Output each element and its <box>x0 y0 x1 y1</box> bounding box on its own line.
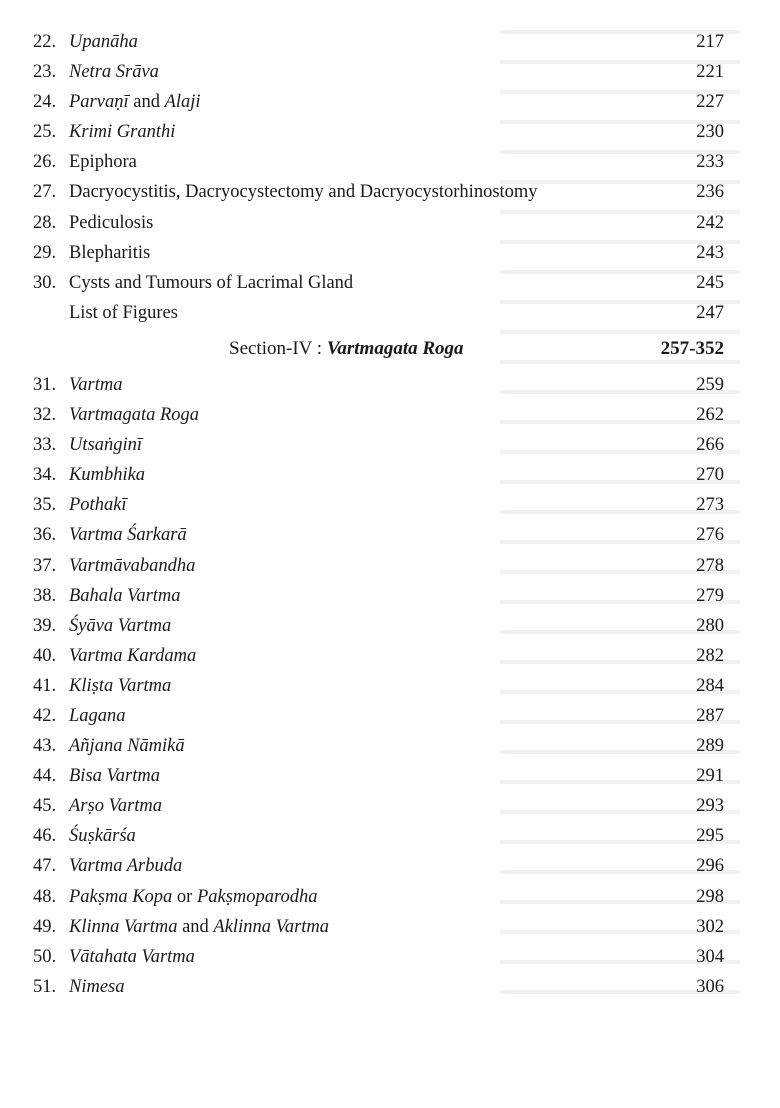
page-number: 287 <box>696 705 724 726</box>
chapter-number: 45. <box>33 796 57 817</box>
title-segment: Pothakī <box>69 495 127 516</box>
title-segment: Kliṣta Vartma <box>69 675 172 696</box>
toc-entry <box>0 611 780 641</box>
chapter-title <box>69 298 178 328</box>
chapter-number: 46. <box>33 826 57 847</box>
toc-entry <box>0 370 780 400</box>
toc-entry <box>0 298 780 328</box>
title-segment: Śyāva Vartma <box>69 615 172 636</box>
page-number: 242 <box>696 212 724 233</box>
toc-entry <box>0 490 780 520</box>
toc-entry <box>0 268 780 298</box>
toc-entry <box>0 821 780 851</box>
chapter-number: 26. <box>33 152 57 173</box>
page-number: 259 <box>696 374 724 395</box>
page-number: 280 <box>696 615 724 636</box>
chapter-number: 41. <box>33 675 57 696</box>
chapter-number: 43. <box>33 736 57 757</box>
section-name: Vartmagata Roga <box>326 337 464 359</box>
title-segment: or <box>172 886 197 907</box>
chapter-number: 33. <box>33 435 57 456</box>
page-number: 233 <box>696 152 724 173</box>
page-number: 236 <box>696 182 724 203</box>
toc-entry <box>0 851 780 881</box>
page-number: 282 <box>696 645 724 666</box>
page-number: 279 <box>696 585 724 606</box>
chapter-number: 34. <box>33 465 57 486</box>
toc-entry <box>0 942 780 972</box>
toc-entry <box>0 581 780 611</box>
chapter-title <box>69 490 127 520</box>
title-segment: Śuṣkārśa <box>69 826 136 847</box>
toc-entry <box>0 87 780 117</box>
toc-block-section-iii <box>0 27 780 328</box>
page-number: 230 <box>696 122 724 143</box>
chapter-title <box>69 177 538 207</box>
toc-entry <box>0 430 780 460</box>
title-segment: Cysts and Tumours of Lacrimal Gland <box>69 272 354 293</box>
page-number: 221 <box>696 62 724 83</box>
title-segment: Epiphora <box>69 152 137 173</box>
chapter-title <box>69 147 137 177</box>
chapter-number: 31. <box>33 374 57 395</box>
chapter-title <box>69 821 136 851</box>
page-number: 289 <box>696 736 724 757</box>
chapter-number: 23. <box>33 62 57 83</box>
page-number: 278 <box>696 555 724 576</box>
toc-entry <box>0 972 780 1002</box>
title-segment: Alaji <box>164 92 201 113</box>
title-segment: Bahala Vartma <box>69 585 181 606</box>
title-segment: Pediculosis <box>69 212 154 233</box>
toc-entry <box>0 208 780 238</box>
toc-entry <box>0 731 780 761</box>
chapter-title <box>69 882 318 912</box>
page-number: 276 <box>696 525 724 546</box>
chapter-number: 37. <box>33 555 57 576</box>
title-segment: Añjana Nāmikā <box>69 736 185 757</box>
page-number: 266 <box>696 435 724 456</box>
chapter-title <box>69 972 125 1002</box>
page-number: 247 <box>696 302 724 323</box>
chapter-number: 42. <box>33 705 57 726</box>
title-segment: Aklinna Vartma <box>213 916 330 937</box>
page-number: 217 <box>696 32 724 52</box>
title-segment: Lagana <box>69 705 126 726</box>
chapter-number: 35. <box>33 495 57 516</box>
page-number: 306 <box>696 976 724 997</box>
chapter-title <box>69 238 150 268</box>
title-segment: Vartma Śarkarā <box>69 525 187 546</box>
toc-entry <box>0 27 780 57</box>
toc-entry <box>0 912 780 942</box>
title-segment: Vartmagata Roga <box>69 405 200 426</box>
page-number: 293 <box>696 796 724 817</box>
chapter-number: 25. <box>33 122 57 143</box>
chapter-title <box>69 27 138 57</box>
toc-entry <box>0 701 780 731</box>
title-segment: Arṣo Vartma <box>69 796 163 817</box>
title-segment: Vartma Arbuda <box>69 856 183 877</box>
title-segment: Dacryocystitis, Dacryocystectomy and Dacryocystorhinostomy <box>69 182 538 203</box>
chapter-number: 51. <box>33 976 57 997</box>
toc-entry <box>0 791 780 821</box>
title-segment: and <box>177 916 214 937</box>
chapter-title <box>69 731 185 761</box>
page-number: 262 <box>696 405 724 426</box>
chapter-title <box>69 671 171 701</box>
section-header <box>0 328 780 370</box>
toc-entry <box>0 520 780 550</box>
page-number: 298 <box>696 886 724 907</box>
chapter-title <box>69 791 162 821</box>
toc-entry <box>0 671 780 701</box>
chapter-number: 40. <box>33 645 57 666</box>
chapter-title <box>69 57 159 87</box>
title-segment: Nimesa <box>69 976 125 997</box>
chapter-number: 50. <box>33 946 57 967</box>
toc-entry <box>0 147 780 177</box>
toc-entry <box>0 761 780 791</box>
page-number: 291 <box>696 766 724 787</box>
chapter-title <box>69 430 142 460</box>
chapter-title <box>69 87 201 117</box>
title-segment: Utsaṅginī <box>69 435 142 456</box>
page-number: 270 <box>696 465 724 486</box>
section-label: Section-IV : <box>229 337 323 359</box>
title-segment: Parvaṇī <box>69 92 129 113</box>
title-segment: Blepharitis <box>69 242 151 263</box>
chapter-number: 29. <box>33 242 57 263</box>
chapter-number: 39. <box>33 615 57 636</box>
title-segment: Bisa Vartma <box>69 766 160 787</box>
chapter-number: 47. <box>33 856 57 877</box>
chapter-title <box>69 611 171 641</box>
toc-entry <box>0 882 780 912</box>
chapter-title <box>69 370 122 400</box>
page-number: 245 <box>696 272 724 293</box>
page-number: 302 <box>696 916 724 937</box>
title-segment: Pakṣma Kopa <box>69 886 173 907</box>
title-segment: Krimi Granthi <box>69 122 176 143</box>
toc-entry <box>0 400 780 430</box>
section-title <box>229 328 464 370</box>
toc-entry <box>0 57 780 87</box>
chapter-number: 44. <box>33 766 57 787</box>
toc-block-section-iv <box>0 370 780 1002</box>
table-of-contents <box>0 27 780 1002</box>
chapter-number: 30. <box>33 272 57 293</box>
title-segment: Vartmāvabandha <box>69 555 196 576</box>
page-number: 243 <box>696 242 724 263</box>
chapter-title <box>69 208 153 238</box>
chapter-title <box>69 701 126 731</box>
title-segment: Klinna Vartma <box>69 916 178 937</box>
chapter-title <box>69 912 329 942</box>
chapter-number: 49. <box>33 916 57 937</box>
chapter-title <box>69 460 145 490</box>
toc-entry <box>0 641 780 671</box>
title-segment: Vartma <box>69 374 123 395</box>
toc-entry <box>0 460 780 490</box>
chapter-number: 36. <box>33 525 57 546</box>
chapter-title <box>69 551 195 581</box>
chapter-title <box>69 268 353 298</box>
page-number: 284 <box>696 675 724 696</box>
chapter-number: 27. <box>33 182 57 203</box>
chapter-title <box>69 761 160 791</box>
chapter-title <box>69 942 195 972</box>
section-page-range: 257-352 <box>660 337 724 359</box>
toc-entry <box>0 238 780 268</box>
chapter-title <box>69 400 199 430</box>
page-number: 227 <box>696 92 724 113</box>
chapter-number: 28. <box>33 212 57 233</box>
chapter-number: 32. <box>33 405 57 426</box>
title-segment: Kumbhika <box>69 465 146 486</box>
chapter-title <box>69 641 196 671</box>
chapter-title <box>69 851 182 881</box>
toc-entry <box>0 177 780 207</box>
chapter-number: 38. <box>33 585 57 606</box>
page-number: 304 <box>696 946 724 967</box>
page-number: 295 <box>696 826 724 847</box>
chapter-title <box>69 117 175 147</box>
chapter-title <box>69 520 187 550</box>
toc-entry <box>0 117 780 147</box>
toc-entry <box>0 551 780 581</box>
title-segment: Pakṣmoparodha <box>196 886 318 907</box>
title-segment: Vartma Kardama <box>69 645 197 666</box>
title-segment: Vātahata Vartma <box>69 946 195 967</box>
chapter-number: 24. <box>33 92 57 113</box>
chapter-number: 48. <box>33 886 57 907</box>
chapter-number: 22. <box>33 32 57 52</box>
title-segment: and <box>128 92 165 113</box>
title-segment: Netra Srāva <box>69 62 159 83</box>
chapter-title <box>69 581 181 611</box>
page-number: 273 <box>696 495 724 516</box>
title-segment: Upanāha <box>69 32 138 52</box>
title-segment: List of Figures <box>69 302 178 323</box>
page-number: 296 <box>696 856 724 877</box>
